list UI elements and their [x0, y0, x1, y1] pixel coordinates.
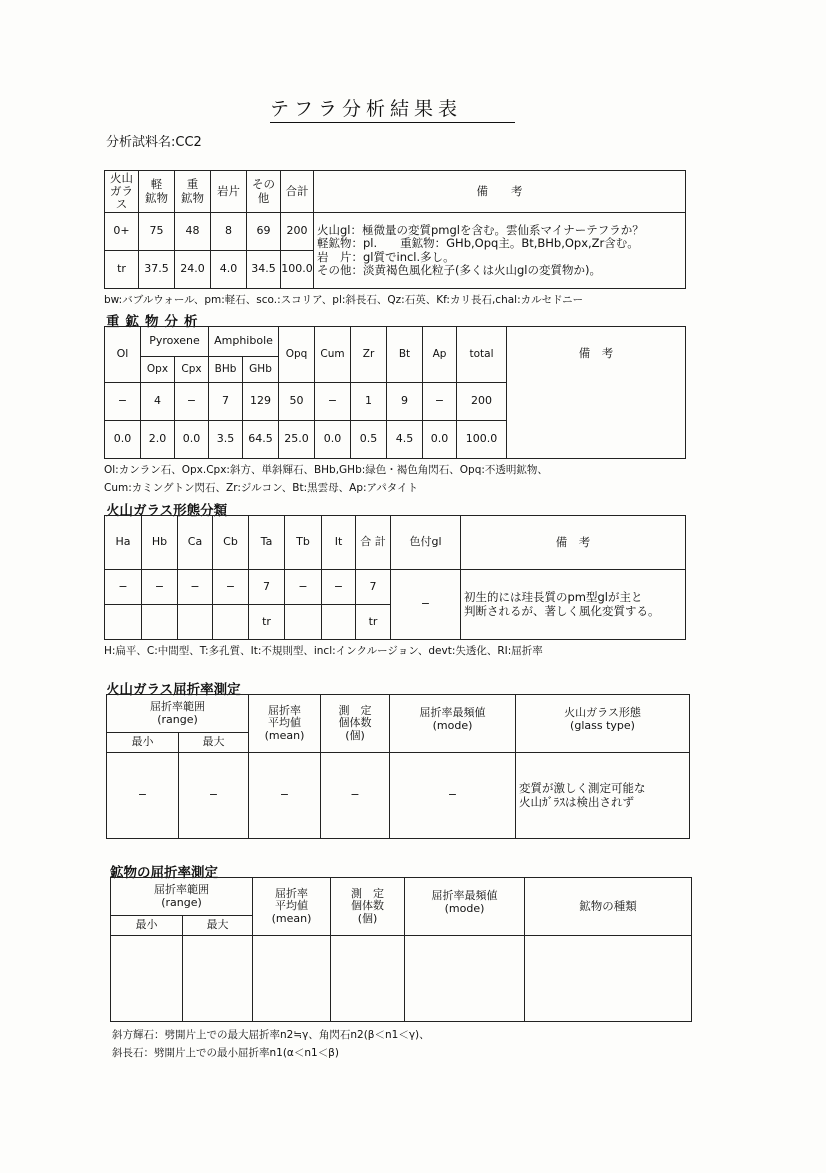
- summary-legend: bw:バブルウォール、pm:軽石、sco.:スコリア、pl:斜長石、Qz:石英、Kf:カリ長石,chal:カルセドニー: [104, 294, 584, 306]
- col-max: 最大: [179, 733, 249, 753]
- cell: 100.0: [281, 251, 314, 289]
- col-hb: Hb: [142, 516, 178, 570]
- cell: [285, 605, 322, 640]
- col-cb: Cb: [213, 516, 249, 570]
- col-ghb: GHb: [243, 357, 279, 383]
- glass-ri-table: [106, 694, 690, 839]
- cell: [142, 605, 178, 640]
- col-opq: Opq: [279, 327, 315, 383]
- col-glass-type: [516, 695, 690, 753]
- mean-line: 平均値: [268, 716, 301, 730]
- cell: [405, 936, 525, 1022]
- cell: 1: [351, 383, 387, 421]
- col-tb: Tb: [285, 516, 322, 570]
- col-rock-fragment: [211, 171, 247, 213]
- cell: 75: [139, 213, 175, 251]
- col-zr: Zr: [351, 327, 387, 383]
- cell: 200: [281, 213, 314, 251]
- cell: [253, 936, 331, 1022]
- col-mode: [390, 695, 516, 753]
- glass-type-note: [516, 753, 690, 839]
- hdr-text: 合計: [285, 183, 309, 198]
- cell: 4.5: [387, 421, 423, 459]
- cell: 4: [141, 383, 175, 421]
- cell: tr: [356, 605, 391, 640]
- type-line: 火山ガラス形態: [564, 706, 641, 719]
- mean-line: 平均値: [275, 899, 308, 913]
- sample-name: 分析試料名:CC2: [106, 135, 202, 150]
- glass-remarks: [461, 570, 686, 640]
- cell: [183, 936, 253, 1022]
- cell: 48: [175, 213, 211, 251]
- mean-line: 屈折率: [268, 703, 301, 717]
- note-line: 火山ｶﾞﾗｽは検出されず: [519, 794, 634, 809]
- col-ta: Ta: [249, 516, 285, 570]
- cell: 0.0: [105, 421, 141, 459]
- mineral-ri-heading: 鉱物の屈折率測定: [110, 865, 218, 881]
- cell: 69: [247, 213, 281, 251]
- cell: −: [179, 753, 249, 839]
- mean-line: (mean): [264, 728, 305, 742]
- cell: [178, 605, 213, 640]
- heavy-legend-2: Cum:カミングトン閃石、Zr:ジルコン、Bt:黒雲母、Ap:アパタイト: [104, 482, 418, 494]
- remark-line: 初生的には珪長質のpm型glが主と: [464, 590, 643, 605]
- remark-line: その他：淡黄褐色風化粒子(多くは火山glの変質物か)。: [317, 262, 601, 277]
- col-total: total: [457, 327, 507, 383]
- count-line: 測 定: [351, 886, 384, 900]
- col-range: [107, 695, 249, 733]
- heavy-remarks: 備 考: [507, 327, 686, 459]
- cell: −: [107, 753, 179, 839]
- cell: −: [423, 383, 457, 421]
- cell: −: [178, 570, 213, 605]
- col-light-mineral: [139, 171, 175, 213]
- cell: −: [105, 383, 141, 421]
- cell: −: [321, 753, 390, 839]
- count-line: 個体数: [338, 716, 372, 730]
- glass-header-row: [105, 516, 686, 570]
- cell: −: [105, 570, 142, 605]
- col-min: 最小: [111, 916, 183, 936]
- col-remarks: 備 考: [314, 171, 686, 213]
- col-bhb: BHb: [209, 357, 243, 383]
- glass-ri-value-row: [107, 753, 690, 839]
- cell: 0.0: [175, 421, 209, 459]
- glass-legend: H:扁平、C:中間型、T:多孔質、It:不規則型、incl:インクルージョン、devt:失透化、RI:屈折率: [104, 645, 543, 657]
- glass-morphology-table: [104, 515, 686, 640]
- remark-line: 判断されるが、著しく風化変質する。: [464, 603, 660, 618]
- cell: 9: [387, 383, 423, 421]
- summary-count-row: [105, 213, 686, 251]
- cell: 4.0: [211, 251, 247, 289]
- cell: 2.0: [141, 421, 175, 459]
- hdr-text: 軽 鉱物: [145, 177, 168, 205]
- cell: −: [175, 383, 209, 421]
- cell: 0.5: [351, 421, 387, 459]
- cell: [322, 605, 356, 640]
- type-line: (glass type): [570, 718, 635, 732]
- cell: [525, 936, 692, 1022]
- col-remarks: 備 考: [461, 516, 686, 570]
- cell: 0+: [105, 213, 139, 251]
- col-other: [247, 171, 281, 213]
- count-line: (個): [357, 911, 378, 925]
- note-line: 変質が激しく測定可能な: [519, 781, 646, 796]
- col-count: [321, 695, 390, 753]
- range-label: 屈折率範囲: [150, 699, 205, 713]
- col-mean: [253, 878, 331, 936]
- col-ha: Ha: [105, 516, 142, 570]
- summary-remarks: [314, 213, 686, 289]
- remark-line: 火山gl：極微量の変質pmglを含む。雲仙系マイナーテフラか？: [317, 223, 644, 238]
- mode-line: 屈折率最頻値: [419, 706, 486, 719]
- col-mean: [249, 695, 321, 753]
- cell: 0.0: [315, 421, 351, 459]
- col-colored-glass: 色付gl: [391, 516, 461, 570]
- cell: −: [285, 570, 322, 605]
- mineral-footnote-2: 斜長石：劈開片上での最小屈折率n1(α＜n1＜β): [112, 1047, 339, 1059]
- group-amphibole: Amphibole: [209, 327, 279, 357]
- cell: 25.0: [279, 421, 315, 459]
- col-ap: Ap: [423, 327, 457, 383]
- range-label: 屈折率範囲: [154, 882, 209, 896]
- col-total: 合 計: [356, 516, 391, 570]
- col-max: 最大: [183, 916, 253, 936]
- cell: 7: [356, 570, 391, 605]
- page-title: テフラ分析結果表: [270, 94, 515, 123]
- heavy-legend-1: Ol:カンラン石、Opx.Cpx:斜方、単斜輝石、BHb,GHb:緑色・褐色角閃石、Opq:不透明鉱物、: [104, 464, 548, 476]
- cell: 129: [243, 383, 279, 421]
- cell: −: [322, 570, 356, 605]
- col-mode: [405, 878, 525, 936]
- hdr-text: 火山 ガラス: [110, 170, 133, 212]
- col-cpx: Cpx: [175, 357, 209, 383]
- group-pyroxene: Pyroxene: [141, 327, 209, 357]
- glass-ri-heading: 火山ガラス屈折率測定: [106, 682, 241, 698]
- cell: 8: [211, 213, 247, 251]
- count-line: 個体数: [351, 899, 384, 913]
- count-line: (個): [345, 728, 365, 742]
- cell: −: [249, 753, 321, 839]
- cell: [331, 936, 405, 1022]
- col-volcanic-glass: [105, 171, 139, 213]
- mode-line: (mode): [444, 901, 485, 915]
- col-ol: Ol: [105, 327, 141, 383]
- mode-line: (mode): [432, 718, 473, 732]
- cell: [105, 605, 142, 640]
- cell: 100.0: [457, 421, 507, 459]
- mode-line: 屈折率最頻値: [431, 889, 498, 902]
- cell: −: [390, 753, 516, 839]
- cell: 200: [457, 383, 507, 421]
- summary-header-row: [105, 171, 686, 213]
- hdr-text: 岩片: [217, 183, 240, 198]
- col-opx: Opx: [141, 357, 175, 383]
- cell: 7: [249, 570, 285, 605]
- remark-line: 岩 片：gl質でincl.多し。: [317, 249, 455, 264]
- col-mineral-type: 鉱物の種類: [525, 878, 692, 936]
- hdr-text: 重 鉱物: [181, 177, 204, 205]
- cell: 34.5: [247, 251, 281, 289]
- cell: 24.0: [175, 251, 211, 289]
- remark-line: 軽鉱物：pl. 重鉱物：GHb,Opq主。Bt,BHb,Opx,Zr含む。: [317, 236, 639, 251]
- mineral-ri-header-row: [111, 878, 692, 916]
- heavy-mineral-table: [104, 326, 686, 459]
- mean-line: (mean): [271, 911, 312, 925]
- col-total: [281, 171, 314, 213]
- col-min: 最小: [107, 733, 179, 753]
- glass-count-row: [105, 570, 686, 605]
- range-en: (range): [161, 895, 202, 909]
- col-it: It: [322, 516, 356, 570]
- summary-table: [104, 170, 686, 289]
- cell: 0.0: [423, 421, 457, 459]
- col-ca: Ca: [178, 516, 213, 570]
- cell: tr: [105, 251, 139, 289]
- glass-morphology-heading: 火山ガラス形態分類: [106, 503, 228, 519]
- hdr-text: その 他: [252, 177, 275, 205]
- col-count: [331, 878, 405, 936]
- cell: 50: [279, 383, 315, 421]
- heavy-mineral-heading: 重鉱物分析: [106, 314, 204, 330]
- col-cum: Cum: [315, 327, 351, 383]
- range-en: (range): [157, 712, 198, 726]
- mineral-ri-table: [110, 877, 692, 1022]
- cell: 37.5: [139, 251, 175, 289]
- col-bt: Bt: [387, 327, 423, 383]
- col-heavy-mineral: [175, 171, 211, 213]
- cell: tr: [249, 605, 285, 640]
- cell: 3.5: [209, 421, 243, 459]
- mean-line: 屈折率: [275, 886, 308, 900]
- count-line: 測 定: [338, 703, 372, 717]
- mineral-ri-value-row: [111, 936, 692, 1022]
- mineral-footnote-1: 斜方輝石：劈開片上での最大屈折率n2≒γ、角閃石n2(β＜n1＜γ)、: [112, 1029, 430, 1041]
- colored-glass-value: −: [391, 570, 461, 640]
- cell: −: [315, 383, 351, 421]
- cell: 64.5: [243, 421, 279, 459]
- heavy-header-row: [105, 327, 686, 357]
- cell: [111, 936, 183, 1022]
- cell: −: [213, 570, 249, 605]
- cell: 7: [209, 383, 243, 421]
- cell: −: [142, 570, 178, 605]
- cell: [213, 605, 249, 640]
- glass-ri-header-row: [107, 695, 690, 733]
- col-range: [111, 878, 253, 916]
